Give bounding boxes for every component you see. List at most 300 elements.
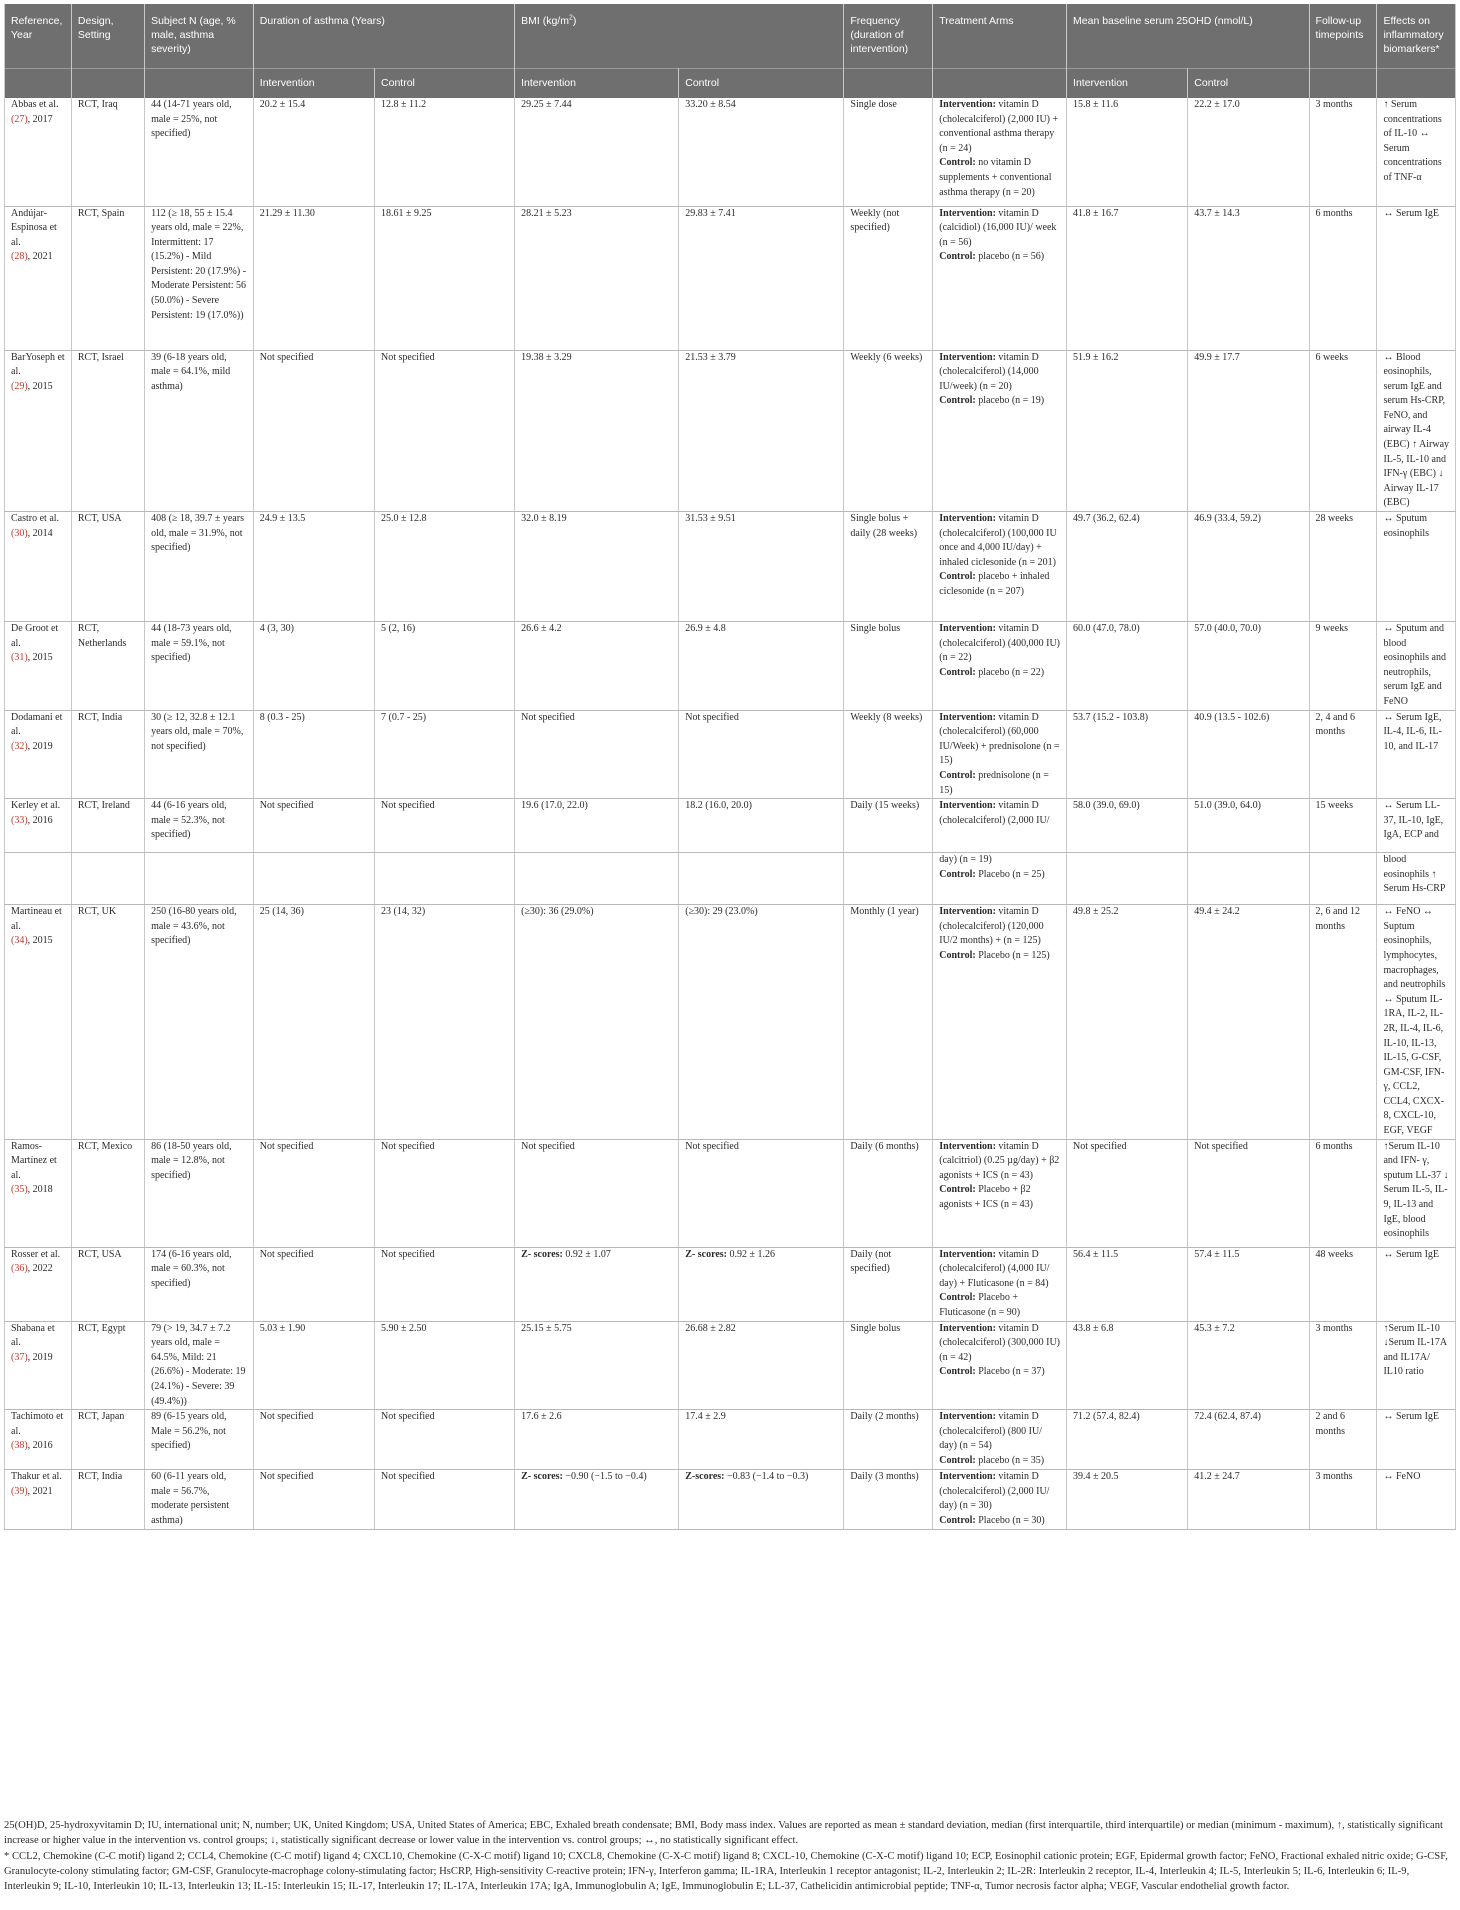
bmi-value: 19.38 ± 3.29 — [521, 351, 572, 363]
control-text: placebo (n = 35) — [975, 1454, 1045, 1466]
cell-treatment — [933, 1139, 1067, 1247]
reference-authors: Shabana et al. — [11, 1322, 55, 1349]
reference-authors: Dodamani et al. — [11, 711, 63, 738]
reference-authors: De Groot et al. — [11, 623, 59, 649]
cell-bmi-intervention — [515, 1470, 679, 1529]
cell-duration-control: Not specified — [375, 1410, 515, 1470]
cell-design: RCT, India — [71, 710, 144, 799]
cell-bmi-control — [679, 905, 844, 1140]
cell-duration-intervention: 25 (14, 36) — [253, 905, 374, 1140]
cell-duration-control: 25.0 ± 12.8 — [375, 512, 515, 622]
cell-bmi-intervention — [515, 350, 679, 512]
intervention-label: Intervention: — [939, 623, 996, 635]
cell-bmi-control — [679, 1247, 844, 1321]
cell-duration-control: 12.8 ± 11.2 — [375, 98, 515, 206]
cell-design: RCT, Spain — [71, 206, 144, 350]
control-text: Placebo (n = 37) — [975, 1366, 1045, 1378]
cell-treatment — [933, 1410, 1067, 1470]
cell-bmi-intervention — [515, 799, 679, 853]
reference-number: (28) — [11, 251, 28, 263]
reference-number: (35) — [11, 1184, 28, 1196]
reference-year: , 2015 — [27, 652, 53, 664]
intervention-text: vitamin D (cholecalciferol) (4,000 IU/ day) + Fluticasone (n = 84) — [939, 1248, 1050, 1289]
cell-duration-control: Not specified — [375, 1247, 515, 1321]
cell-duration-intervention: 21.29 ± 11.30 — [253, 206, 374, 350]
subheader-bmi-control: Control — [679, 68, 844, 98]
cell-duration-control: 18.61 ± 9.25 — [375, 206, 515, 350]
control-text: Placebo (n = 30) — [975, 1514, 1045, 1526]
cell-effects: ↔ Serum IgE, IL-4, IL-6, IL-10, and IL-17 — [1377, 710, 1456, 799]
cell-reference — [5, 1470, 72, 1529]
subheader-baseline-control: Control — [1188, 68, 1309, 98]
bmi-value: Not specified — [685, 1140, 739, 1152]
reference-number: (27) — [11, 113, 28, 125]
cell-reference — [5, 905, 72, 1140]
reference-number: (31) — [11, 652, 28, 664]
cell-subject: 60 (6-11 years old, male = 56.7%, moderate persistent asthma) — [145, 1470, 254, 1529]
table-footnotes — [4, 1818, 1449, 1894]
bmi-label: Z-scores: — [685, 1471, 725, 1483]
cell-treatment — [933, 350, 1067, 512]
cell-baseline-intervention: 51.9 ± 16.2 — [1067, 350, 1188, 512]
footnote-biomarkers: * CCL2, Chemokine (C-C motif) ligand 2; CCL4, Chemokine (C-C motif) ligand 4; CXCL10, Chemokine (C-X-C motif) ligand 10; CXCL8, Chemokine (C-X-C motif) ligand 8; CXCL-10, Chemokine (C-X-C motif) ligand 10; ECP, Eosinophil cationic protein; EGF, Epidermal growth factor; FeNO, Fractional exhaled nitric oxide; G-CSF, Granulocyte-colony stimulating factor; GM-CSF, Granulocyte-macrophage colony-stimulating factor; HsCRP, High-sensitivity C-reactive protein; IFN-γ, Interferon gamma; IL-1RA, Interleukin 1 receptor antagonist; IL-2, Interleukin 2; IL-2R: Interleukin 2 receptor, IL-4, Interleukin 4; IL-5, Interleukin 5; IL-6, Interleukin 6; IL-9, Interleukin 9; IL-10, Interleukin 10; IL-13, Interleukin 13; IL-15: Interleukin 15; IL-17, Interleukin 17; IL-17A, Interleukin 17A; IgA, Immunoglobulin A; IgE, Immunoglobulin E; LL-37, Cathelicidin antimicrobial peptide; TNF-α, Tumor necrosis factor alpha; VEGF, Vascular endothelial growth factor. — [4, 1850, 1448, 1893]
intervention-label: Intervention: — [939, 1471, 996, 1483]
reference-authors: Rosser et al. — [11, 1248, 61, 1260]
reference-authors: BarYoseph et al. — [11, 351, 65, 378]
bmi-value: (≥30): 29 (23.0%) — [685, 906, 758, 918]
cell-subject: 44 (14-71 years old, male = 25%, not specified) — [145, 98, 254, 206]
cell-duration-intervention: Not specified — [253, 1247, 374, 1321]
cell-effects: ↔ Serum IgE — [1377, 206, 1456, 350]
cell-duration-control: 5 (2, 16) — [375, 622, 515, 711]
col-header-baseline: Mean baseline serum 25OHD (nmol/L) — [1067, 4, 1310, 68]
intervention-text: vitamin D (cholecalciferol) (400,000 IU) (n = 22) — [939, 623, 1061, 664]
cell-duration-intervention: Not specified — [253, 350, 374, 512]
cell-followup: 15 weeks — [1309, 799, 1377, 853]
reference-authors: Andújar-Espinosa et al. — [11, 207, 57, 248]
cell-bmi-control — [679, 1139, 844, 1247]
reference-authors: Tachimoto et al. — [11, 1411, 64, 1437]
table-row — [5, 1321, 1456, 1410]
cell-subject: 112 (≥ 18, 55 ± 15.4 years old, male = 22%, Intermittent: 17 (15.2%) - Mild Persistent: 20 (17.9%) - Moderate Persistent: 56 (50.0%) - Severe Persistent: 19 (17.0%)) — [145, 206, 254, 350]
cell-duration-control: 23 (14, 32) — [375, 905, 515, 1140]
cell-effects: ↑Serum IL-10 and IFN- γ, sputum LL-37 ↓ Serum IL-5, IL-9, IL-13 and IgE, blood eosinophils — [1377, 1139, 1456, 1247]
control-label: Control: — [939, 949, 976, 961]
control-label: Control: — [939, 157, 976, 169]
intervention-text: vitamin D (calcitriol) (0.25 µg/day) + β2 agonists + ICS (n = 43) — [939, 1140, 1060, 1181]
cell-baseline-control: 43.7 ± 14.3 — [1188, 206, 1309, 350]
col-header-bmi: BMI $(kg/m^2)$ — [515, 4, 844, 68]
intervention-label: Intervention: — [939, 800, 996, 812]
cell-effects: ↑Serum IL-10 ↓Serum IL-17A and IL17A/ IL10 ratio — [1377, 1321, 1456, 1410]
control-text: no vitamin D supplements + conventional asthma therapy (n = 20) — [939, 157, 1052, 198]
reference-year: , 2015 — [27, 380, 53, 392]
cell-effects: ↔ Sputum eosinophils — [1377, 512, 1456, 622]
bmi-value: 29.83 ± 7.41 — [685, 207, 736, 219]
control-label: Control: — [939, 251, 976, 263]
intervention-label: Intervention: — [939, 99, 996, 110]
reference-year: , 2018 — [27, 1184, 53, 1196]
intervention-text: vitamin D (calcidiol) (16,000 IU)/ week (n = 56) — [939, 207, 1057, 248]
table-row — [5, 350, 1456, 512]
cell-frequency: Weekly (not specified) — [844, 206, 933, 350]
cell-baseline-control: 72.4 (62.4, 87.4) — [1188, 1410, 1309, 1470]
cell-baseline-control: 22.2 ± 17.0 — [1188, 98, 1309, 206]
reference-year: , 2021 — [27, 251, 53, 263]
cell-followup: 9 weeks — [1309, 622, 1377, 711]
bmi-value: 19.6 (17.0, 22.0) — [521, 800, 588, 812]
cell-followup: 6 weeks — [1309, 350, 1377, 512]
cell-duration-intervention: 5.03 ± 1.90 — [253, 1321, 374, 1410]
bmi-label: Z- scores: — [521, 1471, 563, 1483]
control-label: Control: — [939, 1514, 976, 1526]
cell-duration-intervention — [253, 853, 374, 905]
col-header-effects: Effects on inflammatory biomarkers* — [1377, 4, 1456, 68]
table-row — [5, 512, 1456, 622]
cell-baseline-intervention: 60.0 (47.0, 78.0) — [1067, 622, 1188, 711]
studies-table — [4, 4, 1456, 1530]
reference-number: (34) — [11, 935, 28, 947]
col-header-reference: Reference, Year — [5, 4, 72, 68]
bmi-value: 33.20 ± 8.54 — [685, 99, 736, 110]
bmi-label: Z- scores: — [685, 1248, 727, 1260]
cell-design — [71, 853, 144, 905]
reference-number: (38) — [11, 1440, 28, 1452]
control-label: Control: — [939, 1366, 976, 1378]
cell-bmi-control — [679, 1321, 844, 1410]
cell-reference — [5, 350, 72, 512]
cell-subject — [145, 853, 254, 905]
table-row — [5, 98, 1456, 206]
cell-design: RCT, India — [71, 1470, 144, 1529]
intervention-text: vitamin D (cholecalciferol) (2,000 IU) + conventional asthma therapy (n = 24) — [939, 99, 1059, 154]
table-row — [5, 1247, 1456, 1321]
cell-subject: 174 (6-16 years old, male = 60.3%, not specified) — [145, 1247, 254, 1321]
cell-followup: 3 months — [1309, 1470, 1377, 1529]
intervention-text: day) (n = 19) — [939, 854, 992, 866]
bmi-value: 18.2 (16.0, 20.0) — [685, 800, 752, 812]
cell-frequency: Single dose — [844, 98, 933, 206]
cell-followup: 2, 6 and 12 months — [1309, 905, 1377, 1140]
cell-duration-intervention: Not specified — [253, 1410, 374, 1470]
subheader-duration-intervention: Intervention — [253, 68, 374, 98]
cell-bmi-intervention — [515, 206, 679, 350]
cell-bmi-intervention — [515, 1321, 679, 1410]
cell-bmi-control — [679, 853, 844, 905]
cell-baseline-intervention: 43.8 ± 6.8 — [1067, 1321, 1188, 1410]
control-text: Placebo + β2 agonists + ICS (n = 43) — [939, 1184, 1034, 1211]
cell-baseline-control — [1188, 853, 1309, 905]
cell-bmi-intervention — [515, 98, 679, 206]
cell-duration-intervention: Not specified — [253, 1139, 374, 1247]
intervention-label: Intervention: — [939, 1140, 996, 1152]
control-label: Control: — [939, 666, 976, 678]
cell-followup: 3 months — [1309, 98, 1377, 206]
reference-year: , 2016 — [27, 1440, 53, 1452]
bmi-value: Not specified — [685, 711, 739, 723]
cell-followup: 6 months — [1309, 1139, 1377, 1247]
cell-bmi-control — [679, 622, 844, 711]
cell-reference — [5, 512, 72, 622]
cell-duration-control: 7 (0.7 - 25) — [375, 710, 515, 799]
subheader-row — [5, 68, 1456, 98]
cell-bmi-control — [679, 350, 844, 512]
cell-design: RCT, USA — [71, 512, 144, 622]
cell-followup: 2, 4 and 6 months — [1309, 710, 1377, 799]
cell-bmi-control — [679, 710, 844, 799]
intervention-text: vitamin D (cholecalciferol) (120,000 IU/2 months) + (n = 125) — [939, 906, 1044, 947]
cell-bmi-intervention — [515, 512, 679, 622]
cell-design: RCT, Israel — [71, 350, 144, 512]
cell-bmi-control — [679, 799, 844, 853]
cell-treatment — [933, 1470, 1067, 1529]
bmi-value: −0.83 (−1.4 to −0.3) — [724, 1471, 809, 1483]
col-header-design: Design, Setting — [71, 4, 144, 68]
cell-baseline-intervention: 15.8 ± 11.6 — [1067, 98, 1188, 206]
bmi-label: Z- scores: — [521, 1248, 563, 1260]
cell-duration-intervention: 20.2 ± 15.4 — [253, 98, 374, 206]
control-label: Control: — [939, 1454, 976, 1466]
intervention-text: vitamin D (cholecalciferol) (2,000 IU/ day) (n = 30) — [939, 1471, 1050, 1512]
cell-reference — [5, 1139, 72, 1247]
footnote-abbreviations: 25(OH)D, 25-hydroxyvitamin D; IU, international unit; N, number; UK, United Kingdom; USA, United States of America; EBC, Exhaled breath condensate; BMI, Body mass index. Values are reported as mean ± standard deviation, median (first interquartile, third interquartile) or median (minimum - maximum), ↑, statistically significant increase or higher value in the intervention vs. control groups; ↓, statistically significant decrease or lower value in the intervention vs. control groups; ↔, no statistically significant effect. — [4, 1820, 1443, 1847]
reference-year: , 2021 — [27, 1485, 53, 1497]
cell-effects: ↔ Serum IgE — [1377, 1410, 1456, 1470]
table-row — [5, 799, 1456, 853]
cell-bmi-intervention — [515, 710, 679, 799]
col-header-subject: Subject N (age, % male, asthma severity) — [145, 4, 254, 68]
cell-treatment — [933, 853, 1067, 905]
control-text: placebo + inhaled ciclesonide (n = 207) — [939, 571, 1050, 597]
cell-effects: ↔ Blood eosinophils, serum IgE and serum Hs-CRP, FeNO, and airway IL-4 (EBC) ↑ Airway IL-5, IL-10 and IFN-γ (EBC) ↓ Airway IL-17 (EBC) — [1377, 350, 1456, 512]
control-label: Control: — [939, 868, 976, 880]
bmi-value: 26.6 ± 4.2 — [521, 623, 562, 635]
cell-baseline-control: 51.0 (39.0, 64.0) — [1188, 799, 1309, 853]
cell-baseline-intervention — [1067, 853, 1188, 905]
cell-subject: 89 (6-15 years old, Male = 56.2%, not specified) — [145, 1410, 254, 1470]
control-text: Placebo (n = 25) — [975, 868, 1045, 880]
cell-baseline-intervention: 71.2 (57.4, 82.4) — [1067, 1410, 1188, 1470]
reference-authors: Castro et al. — [11, 513, 60, 525]
control-text: placebo (n = 22) — [975, 666, 1045, 678]
cell-duration-control: 5.90 ± 2.50 — [375, 1321, 515, 1410]
table-body — [5, 98, 1456, 1529]
col-header-followup: Follow-up timepoints — [1309, 4, 1377, 68]
cell-effects: ↔ Serum LL-37, IL-10, IgE, IgA, ECP and — [1377, 799, 1456, 853]
bmi-value: Not specified — [521, 711, 575, 723]
reference-authors: Abbas et al. — [11, 99, 59, 110]
cell-frequency: Weekly (6 weeks) — [844, 350, 933, 512]
cell-duration-intervention: 4 (3, 30) — [253, 622, 374, 711]
cell-duration-intervention: Not specified — [253, 1470, 374, 1529]
bmi-value: −0.90 (−1.5 to −0.4) — [562, 1471, 647, 1483]
intervention-label: Intervention: — [939, 1411, 996, 1423]
cell-treatment — [933, 799, 1067, 853]
cell-frequency: Daily (not specified) — [844, 1247, 933, 1321]
cell-effects: ↔ Serum IgE — [1377, 1247, 1456, 1321]
table-row — [5, 710, 1456, 799]
intervention-label: Intervention: — [939, 207, 996, 219]
reference-number: (36) — [11, 1263, 28, 1275]
cell-treatment — [933, 905, 1067, 1140]
cell-reference — [5, 1321, 72, 1410]
reference-number: (39) — [11, 1485, 28, 1497]
cell-baseline-control: Not specified — [1188, 1139, 1309, 1247]
cell-duration-intervention: Not specified — [253, 799, 374, 853]
cell-subject: 30 (≥ 12, 32.8 ± 12.1 years old, male = 70%, not specified) — [145, 710, 254, 799]
cell-bmi-intervention — [515, 1410, 679, 1470]
bmi-value: 0.92 ± 1.07 — [562, 1248, 611, 1260]
cell-design: RCT, Netherlands — [71, 622, 144, 711]
table-row — [5, 1410, 1456, 1470]
cell-frequency: Single bolus + daily (28 weeks) — [844, 512, 933, 622]
cell-bmi-control — [679, 98, 844, 206]
subheader-duration-control: Control — [375, 68, 515, 98]
bmi-value: 29.25 ± 7.44 — [521, 99, 572, 110]
cell-design: RCT, Ireland — [71, 799, 144, 853]
reference-year: , 2019 — [27, 1351, 53, 1363]
cell-followup — [1309, 853, 1377, 905]
cell-duration-intervention: 24.9 ± 13.5 — [253, 512, 374, 622]
intervention-text: vitamin D (cholecalciferol) (100,000 IU once and 4,000 IU/day) + inhaled ciclesonide (n = 201) — [939, 513, 1057, 568]
intervention-label: Intervention: — [939, 906, 996, 918]
cell-reference — [5, 853, 72, 905]
cell-followup: 48 weeks — [1309, 1247, 1377, 1321]
table-row — [5, 1139, 1456, 1247]
intervention-text: vitamin D (cholecalciferol) (14,000 IU/week) (n = 20) — [939, 351, 1039, 392]
cell-treatment — [933, 1247, 1067, 1321]
cell-followup: 3 months — [1309, 1321, 1377, 1410]
cell-bmi-control — [679, 206, 844, 350]
subheader-baseline-intervention: Intervention — [1067, 68, 1188, 98]
reference-authors: Kerley et al. — [11, 800, 61, 812]
cell-effects: blood eosinophils ↑ Serum Hs-CRP — [1377, 853, 1456, 905]
intervention-label: Intervention: — [939, 351, 996, 363]
bmi-value: 17.4 ± 2.9 — [685, 1411, 726, 1423]
bmi-value: 25.15 ± 5.75 — [521, 1322, 572, 1334]
cell-baseline-intervention: 53.7 (15.2 - 103.8) — [1067, 710, 1188, 799]
cell-subject: 39 (6-18 years old, male = 64.1%, mild asthma) — [145, 350, 254, 512]
reference-year: , 2016 — [27, 814, 53, 826]
reference-year: , 2015 — [27, 935, 53, 947]
reference-number: (29) — [11, 380, 28, 392]
cell-followup: 28 weeks — [1309, 512, 1377, 622]
bmi-value: 21.53 ± 3.79 — [685, 351, 736, 363]
cell-bmi-control — [679, 1470, 844, 1529]
cell-design: RCT, Japan — [71, 1410, 144, 1470]
cell-frequency: Single bolus — [844, 622, 933, 711]
cell-bmi-control — [679, 1410, 844, 1470]
cell-baseline-intervention: 49.7 (36.2, 62.4) — [1067, 512, 1188, 622]
cell-duration-control: Not specified — [375, 350, 515, 512]
cell-baseline-control: 46.9 (33.4, 59.2) — [1188, 512, 1309, 622]
cell-reference — [5, 622, 72, 711]
cell-duration-intervention: 8 (0.3 - 25) — [253, 710, 374, 799]
cell-subject: 250 (16-80 years old, male = 43.6%, not specified) — [145, 905, 254, 1140]
cell-reference — [5, 98, 72, 206]
bmi-value: 26.68 ± 2.82 — [685, 1322, 736, 1334]
reference-number: (37) — [11, 1351, 28, 1363]
table-row — [5, 853, 1456, 905]
intervention-label: Intervention: — [939, 1322, 996, 1334]
control-text: Placebo + Fluticasone (n = 90) — [939, 1292, 1021, 1319]
cell-design: RCT, USA — [71, 1247, 144, 1321]
cell-subject: 44 (18-73 years old, male = 59.1%, not specified) — [145, 622, 254, 711]
cell-design: RCT, Iraq — [71, 98, 144, 206]
header-row — [5, 4, 1456, 68]
col-header-frequency: Frequency (duration of intervention) — [844, 4, 933, 68]
cell-reference — [5, 710, 72, 799]
cell-baseline-control: 57.4 ± 11.5 — [1188, 1247, 1309, 1321]
table-row — [5, 206, 1456, 350]
table-row — [5, 1470, 1456, 1529]
bmi-value: 28.21 ± 5.23 — [521, 207, 572, 219]
control-label: Control: — [939, 395, 976, 407]
cell-effects: ↔ FeNO — [1377, 1470, 1456, 1529]
cell-frequency: Weekly (8 weeks) — [844, 710, 933, 799]
cell-effects: ↔ FeNO ↔ Suptum eosinophils, lymphocytes, macrophages, and neutrophils ↔ Sputum IL-1RA, IL-2, IL-2R, IL-4, IL-6, IL-10, IL-13, IL-15, G-CSF, GM-CSF, IFN-γ, CCL2, CCL4, CXCX-8, CXCL-10, EGF, VEGF — [1377, 905, 1456, 1140]
intervention-label: Intervention: — [939, 711, 996, 723]
cell-frequency: Daily (15 weeks) — [844, 799, 933, 853]
reference-number: (32) — [11, 740, 28, 752]
cell-baseline-control: 45.3 ± 7.2 — [1188, 1321, 1309, 1410]
cell-design: RCT, Mexico — [71, 1139, 144, 1247]
bmi-value: Not specified — [521, 1140, 575, 1152]
cell-subject: 408 (≥ 18, 39.7 ± years old, male = 31.9%, not specified) — [145, 512, 254, 622]
intervention-text: vitamin D (cholecalciferol) (800 IU/ day) (n = 54) — [939, 1411, 1042, 1452]
col-header-duration: Duration of asthma (Years) — [253, 4, 514, 68]
control-label: Control: — [939, 571, 976, 583]
cell-followup: 6 months — [1309, 206, 1377, 350]
cell-reference — [5, 799, 72, 853]
cell-reference — [5, 206, 72, 350]
cell-baseline-control: 49.9 ± 17.7 — [1188, 350, 1309, 512]
control-label: Control: — [939, 769, 976, 781]
subheader-bmi-intervention: Intervention — [515, 68, 679, 98]
control-text: placebo (n = 19) — [975, 395, 1045, 407]
cell-frequency — [844, 853, 933, 905]
cell-reference — [5, 1410, 72, 1470]
cell-subject: 79 (> 19, 34.7 ± 7.2 years old, male = 64.5%, Mild: 21 (26.6%) - Moderate: 19 (24.1%) - Severe: 39 (49.4%)) — [145, 1321, 254, 1410]
cell-duration-control: Not specified — [375, 1139, 515, 1247]
reference-authors: Martineau et al. — [11, 906, 62, 932]
cell-baseline-control: 40.9 (13.5 - 102.6) — [1188, 710, 1309, 799]
cell-treatment — [933, 622, 1067, 711]
table-row — [5, 622, 1456, 711]
cell-duration-control — [375, 853, 515, 905]
cell-baseline-intervention: 56.4 ± 11.5 — [1067, 1247, 1188, 1321]
reference-year: , 2014 — [27, 527, 53, 539]
cell-baseline-control: 57.0 (40.0, 70.0) — [1188, 622, 1309, 711]
reference-authors: Ramos-Martínez et al. — [11, 1140, 57, 1181]
col-header-treatment: Treatment Arms — [933, 4, 1067, 68]
cell-baseline-control: 49.4 ± 24.2 — [1188, 905, 1309, 1140]
cell-frequency: Single bolus — [844, 1321, 933, 1410]
reference-authors: Thakur et al. — [11, 1471, 62, 1483]
cell-design: RCT, Egypt — [71, 1321, 144, 1410]
control-label: Control: — [939, 1184, 976, 1196]
cell-bmi-intervention — [515, 1247, 679, 1321]
bmi-value: 0.92 ± 1.26 — [726, 1248, 775, 1260]
cell-frequency: Daily (2 months) — [844, 1410, 933, 1470]
bmi-value: 32.0 ± 8.19 — [521, 513, 567, 525]
cell-bmi-intervention — [515, 1139, 679, 1247]
cell-subject: 86 (18-50 years old, male = 12.8%, not specified) — [145, 1139, 254, 1247]
cell-design: RCT, UK — [71, 905, 144, 1140]
bmi-value: (≥30): 36 (29.0%) — [521, 906, 594, 918]
cell-subject: 44 (6-16 years old, male = 52.3%, not specified) — [145, 799, 254, 853]
cell-followup: 2 and 6 months — [1309, 1410, 1377, 1470]
